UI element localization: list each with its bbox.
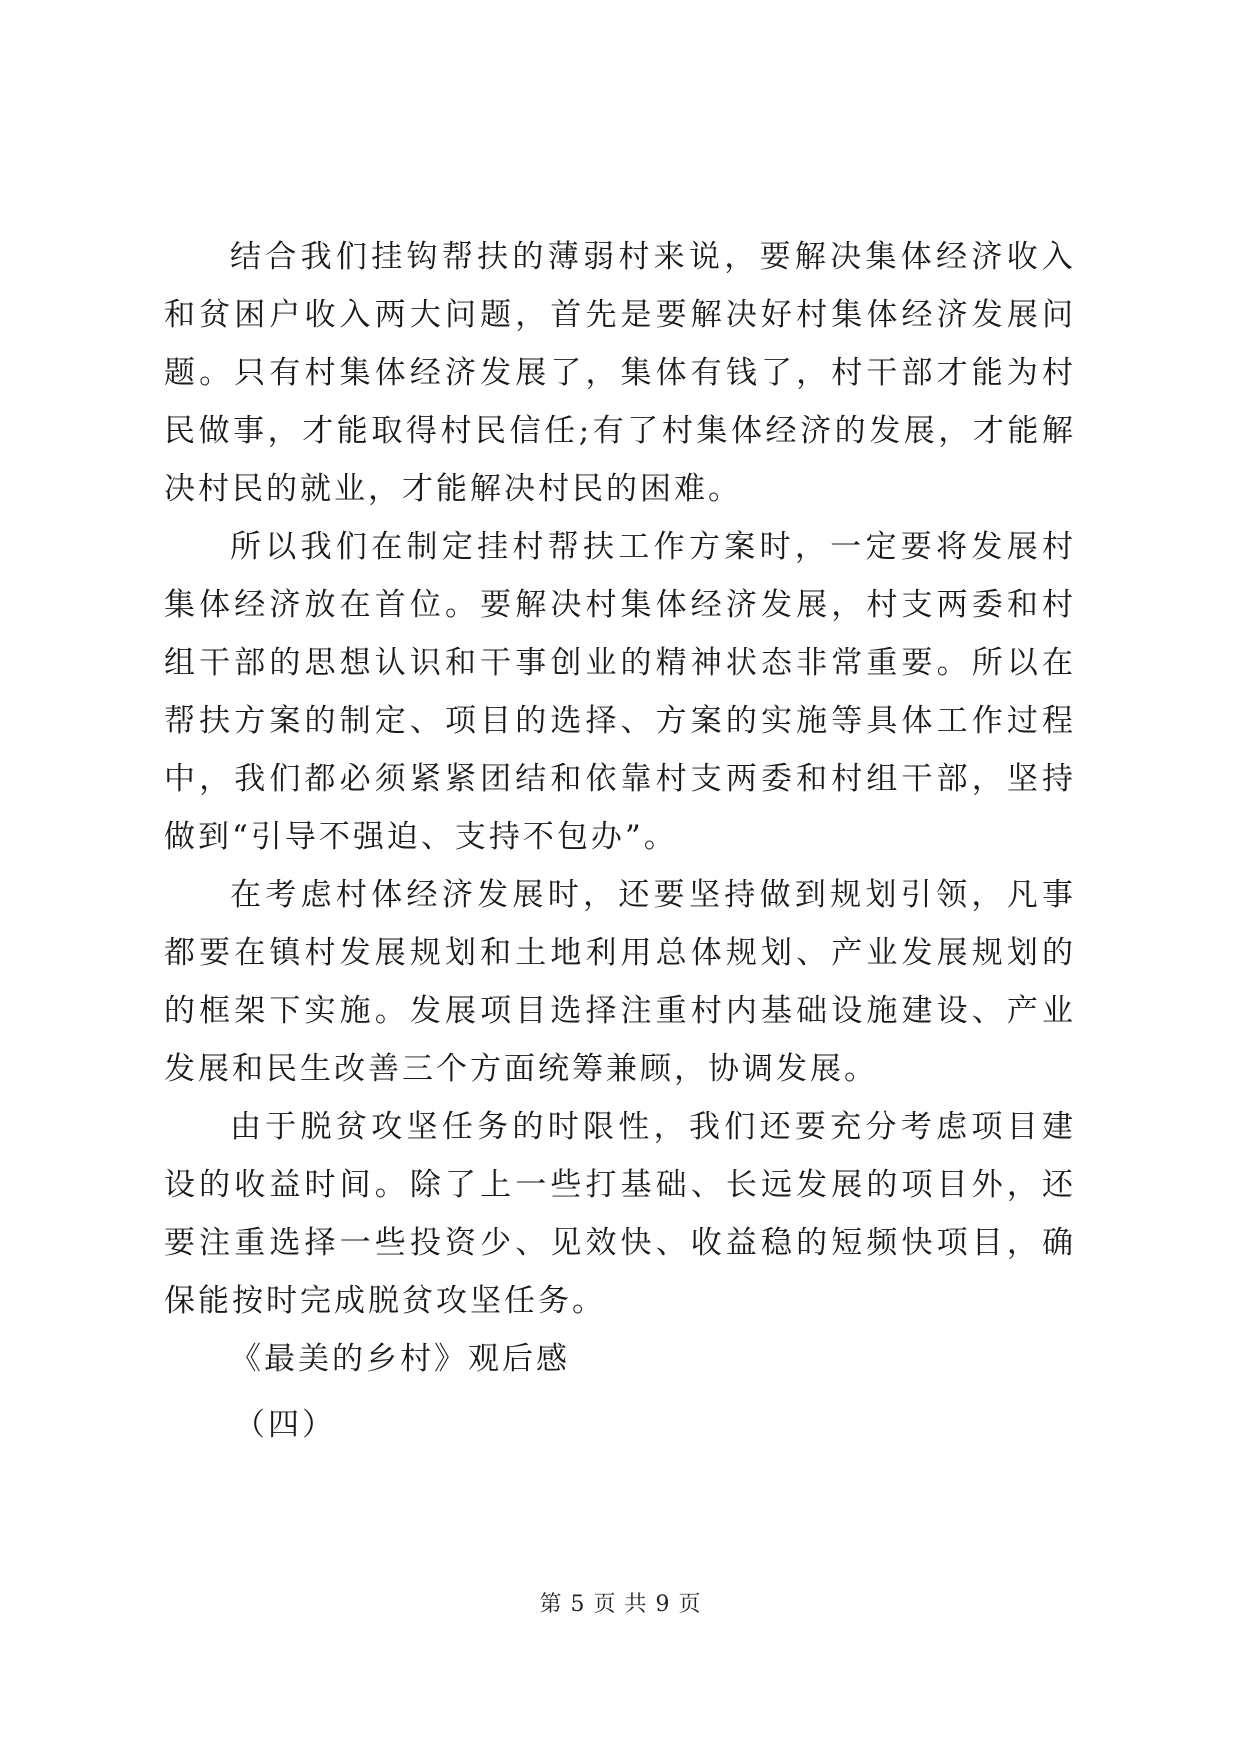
paragraph-1: 结合我们挂钩帮扶的薄弱村来说，要解决集体经济收入和贫困户收入两大问题，首先是要解决好村集体经济发展问题。只有村集体经济发展了，集体有钱了，村干部才能为村民做事，才能取得村民信任;有了村集体经济的发展，才能解决村民的就业，才能解决村民的困难。 bbox=[164, 239, 1076, 507]
section-marker: （四） bbox=[234, 1407, 336, 1443]
page-footer: 第 5 页 共 9 页 bbox=[539, 1592, 702, 1617]
paragraph-2: 所以我们在制定挂村帮扶工作方案时，一定要将发展村集体经济放在首位。要解决村集体经济发展，村支两委和村组干部的思想认识和干事创业的精神状态非常重要。所以在帮扶方案的制定、项目的选择、方案的实施等具体工作过程中，我们都必须紧紧团结和依靠村支两委和村组干部，坚持做到“引导不强迫、支持不包办”。 bbox=[164, 529, 1076, 855]
paragraph-3: 在考虑村体经济发展时，还要坚持做到规划引领，凡事都要在镇村发展规划和土地利用总体规划、产业发展规划的的框架下实施。发展项目选择注重村内基础设施建设、产业发展和民生改善三个方面统筹兼顾，协调发展。 bbox=[164, 877, 1076, 1087]
paragraph-4: 由于脱贫攻坚任务的时限性，我们还要充分考虑项目建设的收益时间。除了上一些打基础、长远发展的项目外，还要注重选择一些投资少、见效快、收益稳的短频快项目，确保能按时完成脱贫攻坚任务。 bbox=[164, 1109, 1076, 1319]
essay-title: 《最美的乡村》观后感 bbox=[230, 1341, 570, 1377]
document-body bbox=[164, 228, 1076, 1454]
